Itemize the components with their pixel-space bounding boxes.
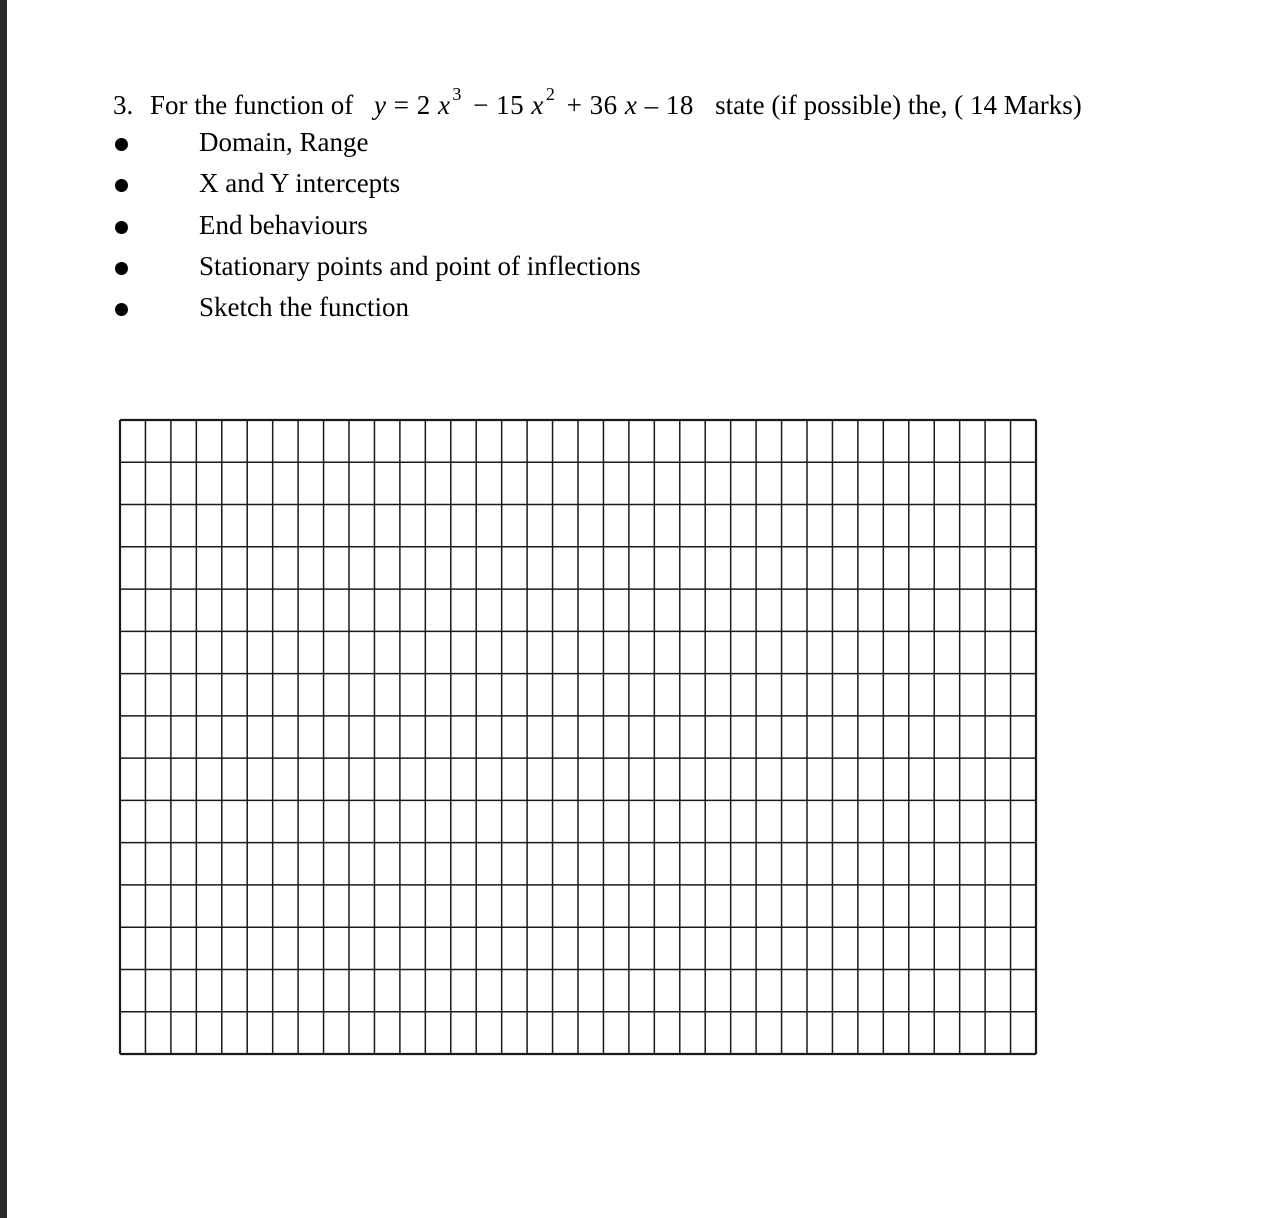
eq-exp-2: 2 <box>545 84 556 104</box>
eq-coef-3: 36 <box>589 90 618 120</box>
question-number: 3. <box>113 90 134 120</box>
bullet-icon <box>115 138 128 151</box>
eq-y: y <box>373 90 387 120</box>
eq-plus: + <box>566 90 583 120</box>
eq-coef-1: 2 <box>416 90 431 120</box>
eq-var-2: x <box>531 90 544 120</box>
graph-grid[interactable] <box>118 418 1038 1056</box>
bullet-icon <box>115 179 128 192</box>
task-text: Sketch the function <box>199 292 409 323</box>
eq-minus-2: – <box>644 90 659 120</box>
eq-exp-3: 3 <box>452 84 462 104</box>
task-text: X and Y intercepts <box>199 168 401 199</box>
question-line <box>113 80 1082 123</box>
eq-coef-2: 15 <box>496 90 525 120</box>
bullet-icon <box>115 303 128 316</box>
bullet-icon <box>115 221 128 234</box>
eq-equals: = <box>393 90 410 120</box>
eq-var-1: x <box>437 90 451 120</box>
graph-paper[interactable] <box>118 418 1038 1056</box>
window-edge <box>0 0 7 1218</box>
task-text: End behaviours <box>199 209 368 240</box>
task-text: Stationary points and point of inflections <box>199 250 641 281</box>
bullet-icon <box>115 262 128 275</box>
function-equation <box>373 84 701 120</box>
eq-var-3: x <box>624 90 638 120</box>
task-text: Domain, Range <box>199 127 369 157</box>
eq-minus-1: − <box>473 90 489 120</box>
question-tail-text: state (if possible) the, ( 14 Marks) <box>715 90 1082 120</box>
question-lead-text: For the function of <box>150 90 354 120</box>
eq-constant: 18 <box>665 90 694 120</box>
